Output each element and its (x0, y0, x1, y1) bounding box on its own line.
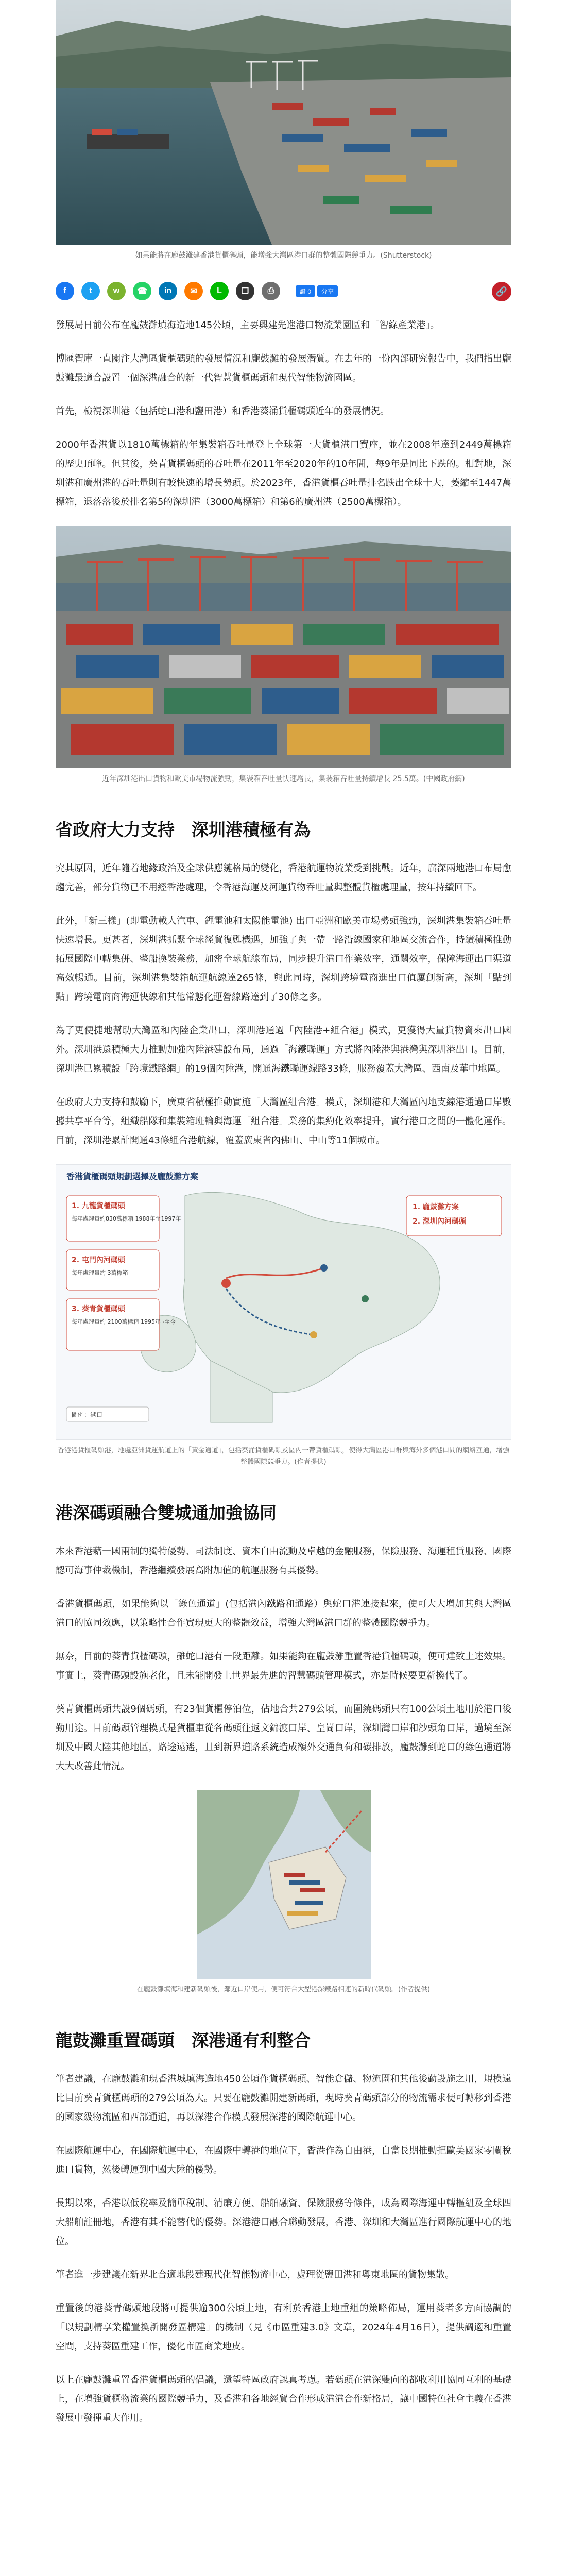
hero-caption: 如果能將在龐鼓灘建香港貨櫃碼頭，能增強大灣區港口群的整體國際競爭力。(Shutterstock) (135, 251, 432, 260)
facebook-icon[interactable]: f (56, 282, 74, 300)
email-icon[interactable]: ✉ (184, 282, 203, 300)
paragraph: 首先，檢視深圳港（包括蛇口港和鹽田港）和香港葵涌貨櫃碼頭近年的發展情況。 (56, 406, 389, 417)
map-right-box-2: 2. 深圳內河碼頭 (413, 1217, 466, 1226)
container-port-photo (56, 526, 511, 768)
section-title: 省政府大力支持 深圳港積極有為 (56, 820, 311, 840)
paragraph: 重置後的港葵青碼頭地段將可提供逾300公頃土地，有利於香港土地重組的策略佈局，運用葵者多方面協調的「以規劃構享業權置換新開發區構建」的機制（見《市區重建3.0》文章，2024年4月16日），提供調適和重置空間，支持葵區重建工作，優化市區商業地皮。 (56, 2303, 511, 2352)
map-box-2: 2. 屯門內河碼頭 (72, 1256, 125, 1264)
map-box-3: 3. 葵青貨櫃碼頭 (72, 1305, 125, 1313)
map-legend: 圖例：港口 (72, 1411, 103, 1418)
twitter-icon[interactable]: t (81, 282, 100, 300)
map-box-2-sub: 每年處理量約 3萬標箱 (72, 1269, 128, 1276)
share-bar (56, 280, 511, 302)
reclamation-figure (197, 1790, 371, 1979)
paragraph: 發展局日前公布在龐鼓灘填海造地145公頃，主要興建先進港口物流業園區和「智綠產業港」。 (56, 320, 440, 331)
paragraph: 此外，「新三樣」(即電動載人汽車、鋰電池和太陽能電池) 出口亞洲和歐美市場勢頭強勁，深圳港集裝箱吞吐量快速增長。更甚者，深圳港抓緊全球經貿復甦機遇，加強了與一帶一路沿線國家和地區交流合作，持續積極推動拓展國際中轉集併、整船換裝業務，加密全球航線布局，同步提升港口作業效率，通關效率，保障海運出口渠道高效暢通。目前，深圳港集裝箱航運航線達265條，與此同時，深圳跨境電商進出口值屢創新高，深圳「點到點」跨境電商商海運快線和其他常態化運營線路達到了30條之多。 (56, 916, 511, 1003)
paragraph: 在國際航運中心，在國際航運中心，在國際中轉港的地位下，香港作為自由港，自當長期推動把歐美國家零關稅進口貨物，然後轉運到中國大陸的優勢。 (56, 2145, 511, 2175)
link-icon[interactable]: 🔗 (492, 282, 511, 301)
paragraph: 香港貨櫃碼頭，如果能夠以「綠色通道」(包括港內鐵路和通路）與蛇口港連接起來，使可大大增加其與大灣區港口的協同效應，以策略性合作實現更大的整體效益，增強大灣區港口群的整體國際競爭力。 (56, 1599, 511, 1629)
paragraph: 以上在龐鼓灘重置香港貨櫃碼頭的倡議，還望特區政府認真考慮。若碼頭在港深雙向的都收利用協同互利的基礎上，在增強貨櫃物流業的國際競爭力，及香港和各地經貿合作形成港港合作新格局，讓中國特色社會主義在香港發展中發揮重大作用。 (56, 2375, 511, 2424)
linkedin-icon[interactable]: in (159, 282, 177, 300)
print-icon[interactable]: ⎙ (262, 282, 280, 300)
paragraph: 博匯智庫一直關注大灣區貨櫃碼頭的發展情況和龐鼓灘的發展潛質。在去年的一份內部研究報告中，我們指出龐鼓灘最適合設置一個深港融合的新一代智慧貨櫃碼頭和現代智能物流園區。 (56, 353, 511, 383)
map-right-box-1: 1. 龐鼓灘方案 (413, 1203, 459, 1211)
map-caption: 香港港貨櫃碼頭港，地處亞洲貨運航道上的「黃金通道」，包括葵涌貨櫃碼頭及區內一帶貨櫃碼頭，使得大灣區港口群與海外多個港口間的網絡互通，增強整體國際競爭力。(作者提供) (57, 1447, 510, 1466)
paragraph: 葵青貨櫃碼頭共設9個碼頭，有23個貨櫃停泊位，佔地合共279公頃，而圍繞碼頭只有100公頃土地用於港口後勤用途。目前碼頭管理模式是貨櫃車從各碼頭往返文錦渡口岸、皇崗口岸，深圳灣口岸和沙頭角口岸，過境至深圳及中國大陸其他地區，路途遠遙，且到新界道路系統造成額外交通負荷和碳排放，龐鼓灘到蛇口的綠色通道將大大改善此情況。 (56, 1704, 511, 1772)
copy-icon[interactable]: ❐ (236, 282, 254, 300)
whatsapp-icon[interactable]: ☎ (133, 282, 151, 300)
line-icon[interactable]: L (210, 282, 229, 300)
paragraph: 2000年香港貨以1810萬標箱的年集裝箱吞吐量登上全球第一大貨櫃港口寶座，並在2008年達到2449萬標箱的歷史頂峰。但其後，葵青貨櫃碼頭的吞吐量在2011年至2020年的10年間，每9年是同比下跌的。相對地，深圳港和廣州港的吞吐量則有較快速的增長勢頭。於2023年，香港貨櫃吞吐量排名跌出全球十大，萎縮至1447萬標箱，退落落後於排名第5的深圳港（3000萬標箱）和第6的廣州港（2500萬標箱）。 (56, 439, 511, 507)
section-title: 港深碼頭融合雙城通加強協同 (56, 1503, 277, 1523)
map-box-1: 1. 九龍貨櫃碼頭 (72, 1202, 125, 1210)
hero-photo (56, 0, 511, 245)
facebook-like-button[interactable] (296, 285, 315, 297)
paragraph: 為了更便捷地幫助大灣區和內陸企業出口，深圳港通過「內陸港+組合港」模式，更獲得大量貨物資來出口國外。深圳港還積極大力推動加強內陸港建設布局，通過「海鐵聯運」方式將內陸港與港灣與深圳港出口。目前，深圳港已累積設「跨境鐵路網」的19個內陸港，開通海鐵聯運線路33條，服務覆蓋大灣區、西南及華中地區。 (56, 1025, 511, 1074)
reclamation-map (197, 1790, 371, 1979)
like-label: 讚 0 (300, 287, 312, 295)
paragraph: 本來香港藉一國兩制的獨特優勢、司法制度、資本自由流動及卓越的金融服務，保險服務、海運租賃服務、國際認可海事仲裁機制，香港繼續發展高附加值的航運服務有其優勢。 (56, 1546, 511, 1576)
map-box-3-sub: 每年處理量約 2100萬標箱 1995年 -至今 (72, 1318, 176, 1325)
container-yard-image (56, 526, 511, 768)
facebook-share-button[interactable] (317, 285, 338, 297)
share-label: 分享 (321, 287, 334, 295)
mini-caption: 在龐鼓灘填海和建新碼頭後，鄰近口岸使用，便可符合大型港深鐵路相連的新時代碼頭。(作者提供) (136, 1986, 431, 1993)
photo2-caption: 近年深圳港出口貨物和歐美市場物流強勁，集裝箱吞吐量快速增長，集裝箱吞吐量持續增長 25.5萬。(中國政府網) (102, 775, 465, 783)
map-box-1-sub: 每年處理量約830萬標箱 1988年至1997年 (72, 1215, 181, 1222)
paragraph: 筆者建議，在龐鼓灘和現香港城填海造地450公頃作貨櫃碼頭、智能倉儲、物流園和其他後勤設施之用，規模遠比目前葵青貨櫃碼頭的279公頃為大。只要在龐鼓灘開建新碼頭，現時葵青碼頭部分的物流需求便可轉移到香港的國家級物流區和西部通道，再以深港合作模式發展深港的國際航運中心。 (56, 2074, 511, 2123)
paragraph: 究其原因，近年隨着地緣政治及全球供應鏈格局的變化，香港航運物流業受到挑戰。近年，廣深兩地港口布局愈趨完善，部分貨物已不用經香港處理，令香港海運及河運貨物吞吐量與整體貨櫃處理量，按年持續回下。 (56, 863, 511, 893)
paragraph: 長期以來，香港以低稅率及簡單稅制、清廉方便、船舶融資、保險服務等條件，成為國際海運中轉樞紐及全球四大船舶註冊地，香港有其不能替代的優勢。深港港口融合聯動發展，香港、深圳和大灣區進行國際航運中心的地位。 (56, 2198, 511, 2247)
section-title: 龍鼓灘重置碼頭 深港通有利整合 (56, 2030, 311, 2050)
map-title: 香港貨櫃碼頭規劃選擇及龐鼓灘方案 (66, 1172, 199, 1181)
hk-port-map (56, 1165, 511, 1440)
port-map-figure (56, 1164, 511, 1440)
port-aerial-image (56, 0, 511, 245)
paragraph: 筆者進一步建議在新界北合適地段建現代化智能物流中心，處理從鹽田港和粵東地區的貨物集散。 (56, 2269, 454, 2280)
wechat-icon[interactable]: w (107, 282, 126, 300)
paragraph: 在政府大力支持和鼓勵下，廣東省積極推動實施「大灣區組合港」模式，深圳港和大灣區內地支線港通過口岸數據共享平台等，組織船隊和集裝箱班輪與海運「組合港」業務的集約化效率提升，實行港口之間的一體化運作。目前，深圳港累計開通43條組合港航線，覆蓋廣東省內佛山、中山等11個城市。 (56, 1097, 511, 1146)
paragraph: 無奈，目前的葵青貨櫃碼頭，雖蛇口港有一段距離。如果能夠在龐鼓灘重置香港貨櫃碼頭，便可達致上述效果。事實上，葵青碼頭設施老化，且未能開發上世界最先進的智慧碼頭管理模式，亦是時候要更新換代了。 (56, 1651, 511, 1681)
